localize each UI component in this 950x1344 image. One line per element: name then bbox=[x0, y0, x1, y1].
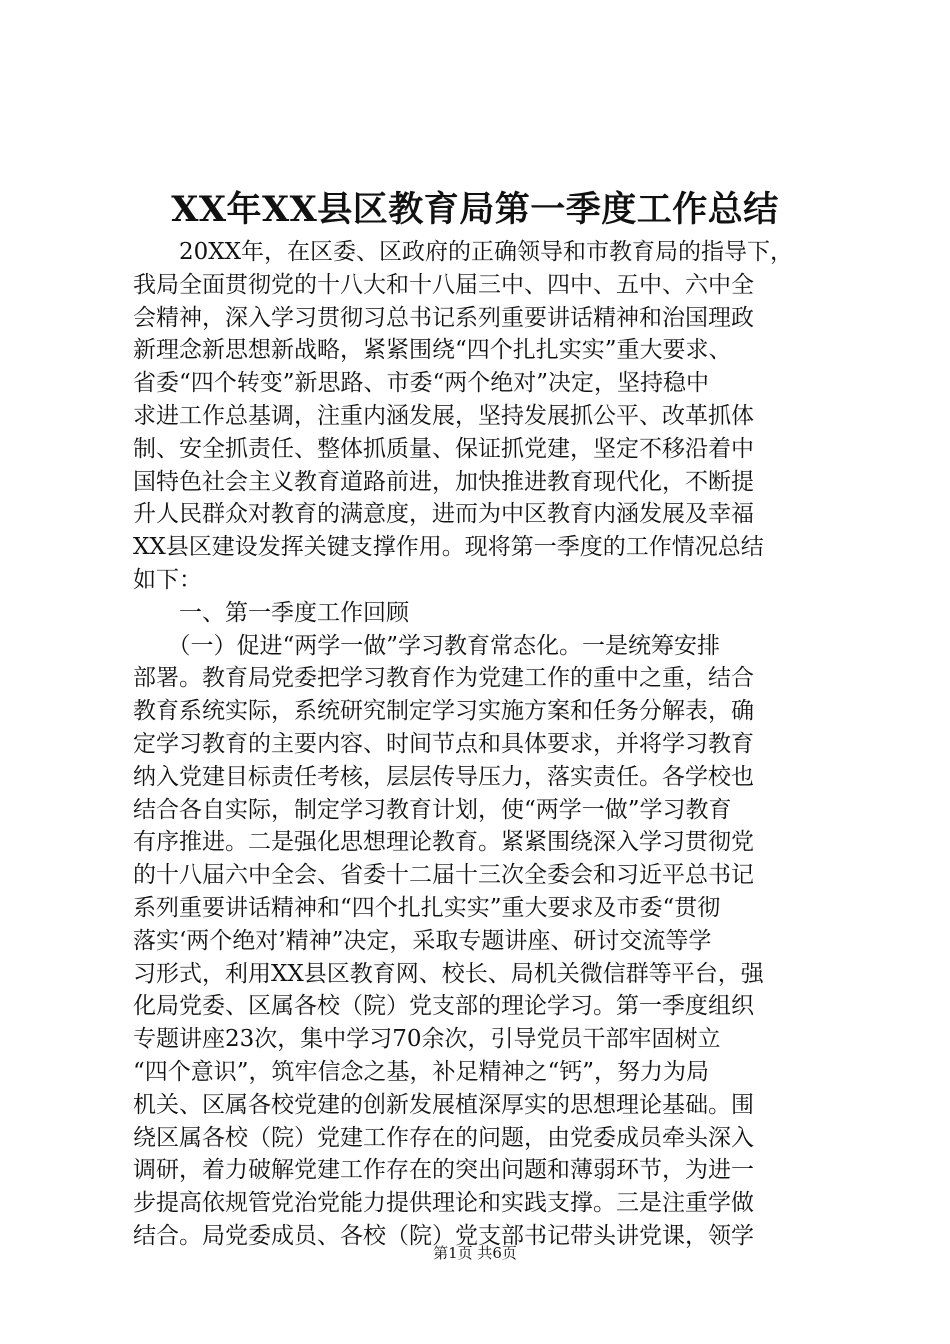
body-text-line: 制、安全抓责任、整体抓质量、保证抓党建，坚定不移沿着中 bbox=[133, 435, 754, 462]
body-text-line: 一、第一季度工作回顾 bbox=[133, 599, 409, 626]
body-text-line: 习形式，利用XX县区教育网、校长、局机关微信群等平台，强 bbox=[133, 960, 764, 987]
body-text-line: 20XX年，在区委、区政府的正确领导和市教育局的指导下， bbox=[133, 239, 794, 265]
body-text-line: 如下： bbox=[133, 566, 202, 593]
body-text-line: 部署。教育局党委把学习教育作为党建工作的重中之重，结合 bbox=[133, 665, 754, 692]
body-text-line: XX县区建设发挥关键支撑作用。现将第一季度的工作情况总结 bbox=[133, 534, 764, 561]
body-text-line: 省委“四个转变”新思路、市委“两个绝对”决定，坚持稳中 bbox=[133, 370, 710, 397]
page-footer: 第1页 共6页 bbox=[433, 1244, 517, 1262]
body-text-line: 步提高依规管党治党能力提供理论和实践支撑。三是注重学做 bbox=[133, 1190, 754, 1217]
body-text-line: 求进工作总基调，注重内涵发展，坚持发展抓公平、改革抓体 bbox=[133, 402, 754, 429]
body-text-line: 结合。局党委成员、各校（院）党支部书记带头讲党课，领学 bbox=[133, 1222, 754, 1249]
body-text-line: （一）促进“两学一做”学习教育常态化。一是统筹安排 bbox=[133, 632, 721, 659]
body-text-line: 的十八届六中全会、省委十二届十三次全委会和习近平总书记 bbox=[133, 862, 754, 889]
body-text-line: 结合各自实际，制定学习教育计划，使“两学一做”学习教育 bbox=[133, 796, 732, 823]
body-text-line: 落实‘两个绝对’精神”决定，采取专题讲座、研讨交流等学 bbox=[133, 927, 712, 954]
body-text-line: 专题讲座23次，集中学习70余次，引导党员干部牢固树立 bbox=[133, 1026, 721, 1053]
body-text-line: 会精神，深入学习贯彻习总书记系列重要讲话精神和治国理政 bbox=[133, 304, 754, 331]
body-text-line: 纳入党建目标责任考核，层层传导压力，落实责任。各学校也 bbox=[133, 763, 754, 790]
body-text-line: 有序推进。二是强化思想理论教育。紧紧围绕深入学习贯彻党 bbox=[133, 829, 754, 856]
body-text-line: 绕区属各校（院）党建工作存在的问题，由党委成员牵头深入 bbox=[133, 1124, 754, 1151]
document-title: XX年XX县区教育局第一季度工作总结 bbox=[171, 189, 779, 230]
document-body bbox=[133, 236, 833, 1253]
body-text-line: 教育系统实际，系统研究制定学习实施方案和任务分解表，确 bbox=[133, 698, 754, 725]
body-text-line: 系列重要讲话精神和“四个扎扎实实”重大要求及市委“贯彻 bbox=[133, 894, 721, 921]
body-text-line: 升人民群众对教育的满意度，进而为中区教育内涵发展及幸福 bbox=[133, 501, 754, 528]
body-text-line: 定学习教育的主要内容、时间节点和具体要求，并将学习教育 bbox=[133, 730, 754, 757]
body-text-line: 化局党委、区属各校（院）党支部的理论学习。第一季度组织 bbox=[133, 993, 754, 1020]
body-text-line: 调研，着力破解党建工作存在的突出问题和薄弱环节，为进一 bbox=[133, 1157, 754, 1184]
body-text-line: “四个意识”，筑牢信念之基，补足精神之“钙”，努力为局 bbox=[133, 1058, 710, 1085]
body-text-line: 国特色社会主义教育道路前进，加快推进教育现代化，不断提 bbox=[133, 468, 754, 495]
body-text-line: 新理念新思想新战略，紧紧围绕“四个扎扎实实”重大要求、 bbox=[133, 337, 732, 364]
body-text-line: 机关、区属各校党建的创新发展植深厚实的思想理论基础。围 bbox=[133, 1091, 754, 1118]
body-text-line: 我局全面贯彻党的十八大和十八届三中、四中、五中、六中全 bbox=[133, 271, 754, 298]
